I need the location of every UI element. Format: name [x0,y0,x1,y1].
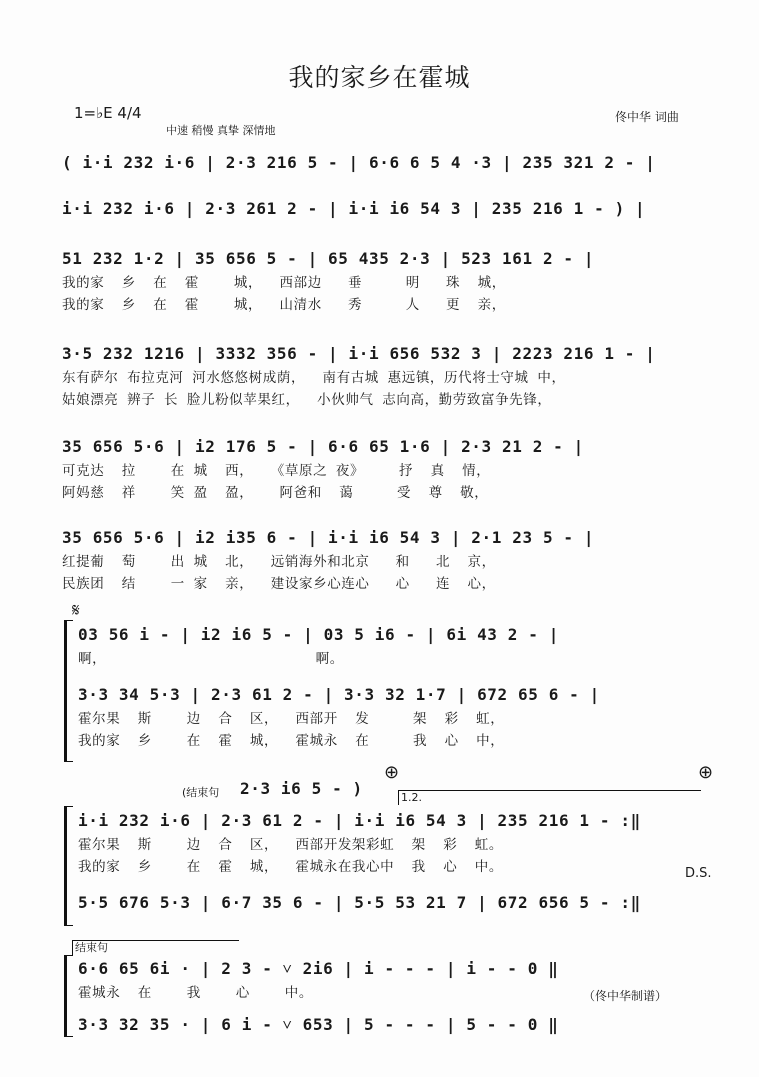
key-signature: 1=♭E 4/4 [74,104,142,122]
lyric-row: 我的家 乡 在 霍 城， 山清水 秀 人 更 亲， [62,297,506,313]
chorus-line-4 [78,890,708,916]
lyric-row: 姑娘漂亮 辨子 长 脸儿粉似苹果红， 小伙帅气 志向高，勤劳致富争先锋， [62,392,552,408]
notation-row: 03 56 i - | i2 i6 5 - | 03 5 i6 - | 6i 43 2 - | [78,625,559,644]
verse-line-2 [62,341,712,411]
chorus-line-2 [78,682,708,752]
composer-credit: 佟中华 词曲 [615,110,679,124]
coda-sign: ⊕ [384,762,400,783]
song-title: 我的家乡在霍城 [288,63,471,92]
notation-row: 6·6 65 6i · | 2 3 - ˅ 2i6 | i - - - | i - - 0 ‖ [78,959,559,978]
ending-label-box: 结束句 [72,940,239,955]
lyric-row: 东有萨尔 布拉克河 河水悠悠树成荫， 南有古城 惠远镇，历代将士守城 中， [62,370,566,386]
system-bracket [64,806,73,926]
lyric-row: 阿妈慈 祥 笑 盈 盈， 阿爸和 蔼 受 尊 敬， [62,485,489,501]
notation-row: 51 232 1·2 | 35 656 5 - | 65 435 2·3 | 523 161 2 - | [62,249,595,268]
verse-line-3 [62,434,712,504]
intro-line-1 [62,150,712,176]
system-bracket [64,955,73,1037]
notation-row: 3·5 232 1216 | 3332 356 - | i·i 656 532 3 | 2223 216 1 - | [62,344,656,363]
ending-tag-label: (结束句 [182,786,220,799]
notation-row: 3·3 34 5·3 | 2·3 61 2 - | 3·3 32 1·7 | 672 65 6 - | [78,685,600,704]
lyric-row: 霍城永 在 我 心 中。 [78,985,313,1001]
lyric-row: 霍尔果 斯 边 合 区， 西部开 发 架 彩 虹， [78,711,505,727]
volta-bracket: 1.2. [398,790,701,805]
transcriber-credit: （佟中华制谱） [583,989,668,1003]
notation-row: ( i·i 232 i·6 | 2·3 216 5 - | 6·6 6 5 4 ·3 | 235 321 2 - | [62,153,656,172]
segno-sign: 𝄋 [72,600,80,621]
lyric-row: 我的家 乡 在 霍 城， 霍城永 在 我 心 中， [78,733,505,749]
coda-sign: ⊕ [698,762,714,783]
lyric-row: 我的家 乡 在 霍 城， 西部边 垂 明 珠 城， [62,275,506,291]
chorus-line-1 [78,622,708,670]
lyric-row: 红提葡 萄 出 城 北， 远销海外和北京 和 北 京， [62,554,496,570]
notation-row: 35 656 5·6 | i2 i35 6 - | i·i i6 54 3 | 2·1 23 5 - | [62,528,595,547]
lyric-row: 可克达 拉 在 城 西， 《草原之 夜》 抒 真 情， [62,463,491,479]
notation-row: 5·5 676 5·3 | 6·7 35 6 - | 5·5 53 21 7 | 672 656 5 - :‖ [78,893,641,912]
ending-line-2 [78,1012,708,1038]
lyric-row: 啊， 啊。 [78,651,344,667]
intro-line-2 [62,196,712,222]
notation-row: i·i 232 i·6 | 2·3 61 2 - | i·i i6 54 3 | 235 216 1 - :‖ [78,811,641,830]
notation-row: 3·3 32 35 · | 6 i - ˅ 653 | 5 - - - | 5 - - 0 ‖ [78,1015,559,1034]
lyric-row: 民族团 结 一 家 亲， 建设家乡心连心 心 连 心， [62,576,496,592]
lyric-row: 我的家 乡 在 霍 城， 霍城永在我心中 我 心 中。 [78,859,503,875]
chorus-line-3 [78,808,708,878]
tempo-marking: 中速 稍慢 真挚 深情地 [166,124,276,137]
notation-row: 2·3 i6 5 - ) [240,779,363,798]
lyric-row: 霍尔果 斯 边 合 区， 西部开发架彩虹 架 彩 虹。 [78,837,503,853]
verse-line-4 [62,525,712,595]
verse-line-1 [62,246,712,316]
system-bracket [64,620,73,762]
notation-row: 35 656 5·6 | i2 176 5 - | 6·6 65 1·6 | 2·3 21 2 - | [62,437,584,456]
notation-row: i·i 232 i·6 | 2·3 261 2 - | i·i i6 54 3 | 235 216 1 - ) | [62,199,646,218]
dal-segno-mark: D.S. [685,866,712,881]
